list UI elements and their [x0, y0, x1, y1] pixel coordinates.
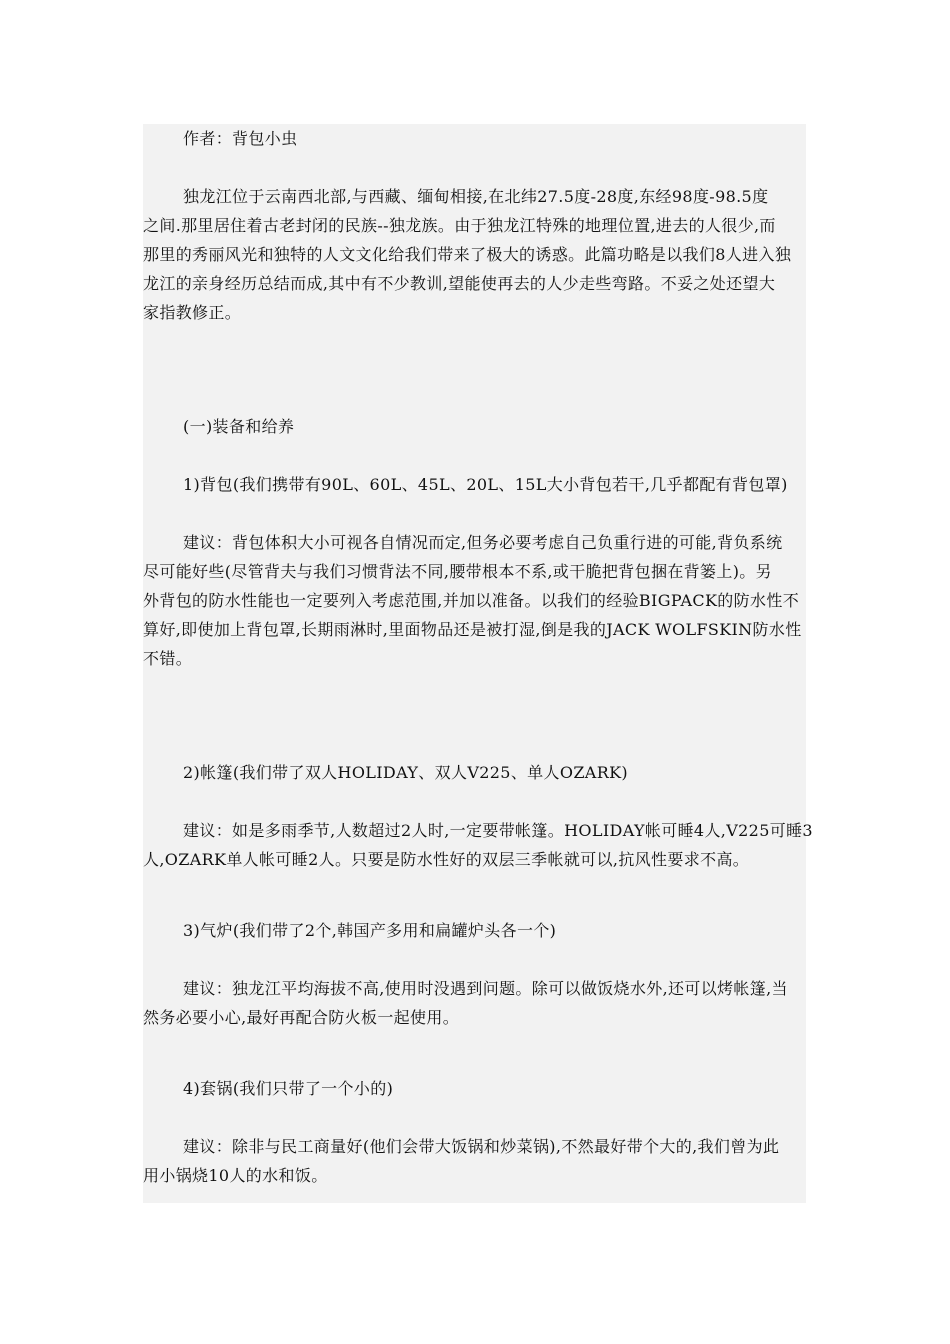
item4-title: 4)套锅(我们只带了一个小的)	[183, 1079, 394, 1098]
item1-advice-paragraph	[143, 528, 806, 673]
intro-line: 龙江的亲身经历总结而成,其中有不少教训,望能使再去的人少走些弯路。不妥之处还望大	[143, 274, 776, 293]
item3-advice-paragraph	[143, 974, 806, 1032]
document-text-block	[143, 124, 813, 1203]
item4-advice-paragraph	[143, 1132, 806, 1190]
item1-title: 1)背包(我们携带有90L、60L、45L、20L、15L大小背包若干,几乎都配有背包罩)	[183, 475, 788, 494]
advice-line: 用小锅烧10人的水和饭。	[143, 1166, 328, 1185]
author-line: 作者：背包小虫	[183, 129, 298, 148]
intro-line: 独龙江位于云南西北部,与西藏、缅甸相接,在北纬27.5度-28度,东经98度-98.5度	[183, 187, 769, 206]
advice-line: 人,OZARK单人帐可睡2人。只要是防水性好的双层三季帐就可以,抗风性要求不高。	[143, 850, 750, 869]
advice-line: 建议：如是多雨季节,人数超过2人时,一定要带帐篷。HOLIDAY帐可睡4人,V225可睡3	[183, 821, 813, 840]
advice-line: 尽可能好些(尽管背夫与我们习惯背法不同,腰带根本不系,或干脆把背包捆在背篓上)。另	[143, 562, 773, 581]
advice-line: 建议：独龙江平均海拔不高,使用时没遇到问题。除可以做饭烧水外,还可以烤帐篷,当	[183, 979, 788, 998]
item2-title: 2)帐篷(我们带了双人HOLIDAY、双人V225、单人OZARK)	[183, 763, 629, 782]
intro-line: 家指教修正。	[143, 303, 242, 322]
item2-advice-paragraph	[143, 816, 813, 874]
advice-line: 算好,即使加上背包罩,长期雨淋时,里面物品还是被打湿,倒是我的JACK WOLFSKIN防水性	[143, 620, 802, 639]
intro-line: 之间.那里居住着古老封闭的民族--独龙族。由于独龙江特殊的地理位置,进去的人很少,而	[143, 216, 776, 235]
advice-line: 不错。	[143, 649, 193, 668]
intro-line: 那里的秀丽风光和独特的人文文化给我们带来了极大的诱惑。此篇功略是以我们8人进入独	[143, 245, 792, 264]
advice-line: 然务必要小心,最好再配合防火板一起使用。	[143, 1008, 460, 1027]
advice-line: 建议：除非与民工商量好(他们会带大饭锅和炒菜锅),不然最好带个大的,我们曾为此	[183, 1137, 780, 1156]
section-title: (一)装备和给养	[183, 417, 295, 436]
advice-line: 外背包的防水性能也一定要列入考虑范围,并加以准备。以我们的经验BIGPACK的防水性不	[143, 591, 800, 610]
advice-line: 建议：背包体积大小可视各自情况而定,但务必要考虑自己负重行进的可能,背负系统	[183, 533, 783, 552]
intro-paragraph	[143, 182, 806, 327]
item3-title: 3)气炉(我们带了2个,韩国产多用和扁罐炉头各一个)	[183, 921, 557, 940]
